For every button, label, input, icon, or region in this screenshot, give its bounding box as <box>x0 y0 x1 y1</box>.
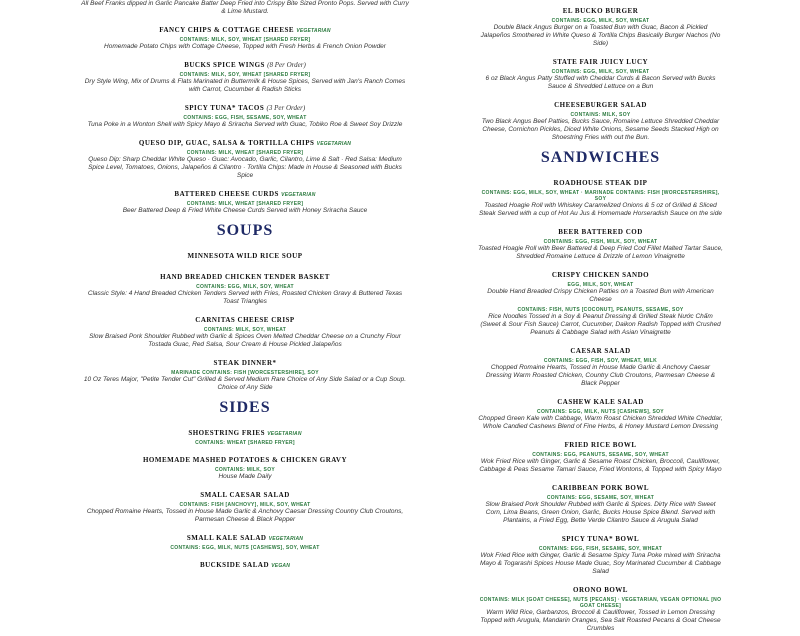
item-description: Queso Dip: Sharp Cheddar White Queso · Guac: Avocado, Garlic, Cilantro, Lime & Salt · Red Salsa: Medium Spice Level, Tomatoes, Onions, Jalapeños & Cilantro · Tortilla Chips: Made in House & Seasoned with Bucks Spice <box>88 156 402 179</box>
item-allergens: CONTAINS: MILK, WHEAT [SHARED FRYER] <box>186 201 304 207</box>
item-description: Homemade Potato Chips with Cottage Cheese, Topped with Fresh Herbs & French Onion Powder <box>104 43 386 50</box>
item-title: QUESO DIP, GUAC, SALSA & TORTILLA CHIPS <box>138 139 317 147</box>
item-title: CARNITAS CHEESE CRISP <box>195 316 295 324</box>
menu-item <box>478 477 723 525</box>
menu-item <box>478 307 723 337</box>
item-title-line <box>80 554 410 572</box>
menu-item <box>478 340 723 388</box>
menu-item <box>478 94 723 142</box>
item-description: Wok Fried Rice with Ginger, Garlic & Sesame Roast Chicken, Broccoli, Cauliflower, Cabbage & Peas Sesame Tamari Sauce, Fried Wontons, & Topped with Spicy Mayo <box>479 458 722 473</box>
item-title-line <box>80 352 410 370</box>
item-allergens: CONTAINS: FISH [ANCHOVY], MILK, SOY, WHEAT <box>179 502 311 508</box>
item-allergens: CONTAINS: EGG, FISH, SESAME, SOY, WHEAT <box>538 546 663 552</box>
item-allergens: CONTAINS: MILK, SOY <box>214 467 276 473</box>
item-allergens: MARINADE CONTAINS: FISH [WORCESTERSHIRE], SOY <box>171 370 319 376</box>
item-diet-tag: VEGETARIAN <box>268 536 304 542</box>
item-description: Double Black Angus Burger on a Toasted Bun with Guac, Bacon & Pickled Jalapeños Smothered in White Queso & Tortilla Chips Basically Burger Nachos (No Side) <box>480 24 721 47</box>
item-title-line <box>478 172 723 190</box>
left-column <box>80 0 410 575</box>
item-allergens: CONTAINS: MILK [GOAT CHEESE], NUTS [PECANS] · VEGETARIAN, VEGAN OPTIONAL [NO GOAT CHEESE] <box>479 597 722 609</box>
item-title: MINNESOTA WILD RICE SOUP <box>187 252 303 260</box>
item-description: Toasted Hoagie Roll with Whiskey Caramelized Onions & 5 oz of Grilled & Sliced Steak Served with a cup of Hot Au Jus & Homemade Horseradish Sauce on the side <box>479 202 722 217</box>
item-title: BUCKS SPICE WINGS <box>184 61 268 69</box>
item-title-line <box>478 221 723 239</box>
menu-item <box>478 221 723 261</box>
menu-item <box>478 528 723 576</box>
menu-item <box>478 51 723 91</box>
item-description: Double Hand Breaded Crispy Chicken Patties on a Toasted Bun with American Cheese <box>487 288 714 303</box>
item-allergens: CONTAINS: WHEAT [SHARED FRYER] <box>195 440 295 446</box>
menu-item <box>80 309 410 349</box>
item-title: STATE FAIR JUICY LUCY <box>552 58 649 66</box>
item-title: CASHEW KALE SALAD <box>557 398 644 406</box>
item-allergens: CONTAINS: MILK, SOY, WHEAT <box>203 327 287 333</box>
item-allergens: CONTAINS: MILK, SOY, WHEAT [SHARED FRYER] <box>179 72 311 78</box>
menu-item <box>80 352 410 392</box>
item-title-line <box>80 309 410 327</box>
item-description: House Made Daily <box>218 473 272 480</box>
item-title: FRIED RICE BOWL <box>564 441 637 449</box>
item-description: Chopped Romaine Hearts, Tossed in House Made Garlic & Anchovy Caesar Dressing Country Club Croutons, Parmesan Cheese & Black Pepper <box>86 508 404 523</box>
item-title-line <box>80 484 410 502</box>
item-title-line <box>80 449 410 467</box>
item-portion: (3 Per Order) <box>266 104 306 112</box>
item-allergens: CONTAINS: MILK, SOY <box>570 112 631 118</box>
sandwiches-heading: SANDWICHES <box>540 149 661 166</box>
item-allergens: CONTAINS: EGG, MILK, SOY, WHEAT <box>551 69 650 75</box>
item-description: Two Black Angus Beef Patties, Bucks Sauce, Romaine Lettuce Shredded Cheddar Cheese, Cornichon Pickles, Diced White Onions, Sesame Seeds Stacked High on Shoestring Fries with out the Bun. <box>481 118 720 141</box>
menu-item <box>478 434 723 474</box>
menu-item <box>80 266 410 306</box>
item-title: SPICY TUNA* TACOS <box>184 104 267 112</box>
item-title-line <box>80 132 410 150</box>
item-description: Chopped Green Kale with Cabbage, Warm Roast Chicken Shredded White Cheddar, Whole Candied Cashews Blend of Fine Herbs, & Honey Mustard Lemon Dressing <box>478 415 723 430</box>
item-title: CHEESEBURGER SALAD <box>554 101 647 109</box>
menu-item <box>80 132 410 180</box>
item-title: SMALL CAESAR SALAD <box>200 491 290 499</box>
item-portion: (8 Per Order) <box>267 61 306 69</box>
item-diet-tag: VEGETARIAN <box>281 192 316 198</box>
item-title-line <box>80 54 410 72</box>
item-description: Toasted Hoagie Roll with Beer Battered & Deep Fried Cod Fillet Malted Tartar Sauce, Shredded Romaine Lettuce & Drizzle of Lemon Vinaigrette <box>478 245 723 260</box>
item-allergens: CONTAINS: MILK, SOY, WHEAT [SHARED FRYER] <box>179 37 311 43</box>
menu-item <box>80 484 410 524</box>
item-title: ORONO BOWL <box>573 586 628 594</box>
item-title-line <box>478 340 723 358</box>
item-title-line <box>478 528 723 546</box>
item-title: SMALL KALE SALAD <box>186 534 269 542</box>
item-title: SHOESTRING FRIES <box>188 429 268 437</box>
menu-item <box>80 422 410 446</box>
item-description: All Beef Franks dipped in Garlic Pancake Batter Deep Fried into Crispy Bite Sized Pronto Pops. Served with Curry & Lime Mustard. <box>81 0 409 15</box>
item-description: Dry Style Wing, Mix of Drums & Flats Marinated in Buttermilk & House Spices, Served with Jan's Ranch Comes with Carrot, Cucumber & Radish Sticks <box>84 78 406 93</box>
item-description: 6 oz Black Angus Patty Stuffed with Cheddar Curds & Bacon Served with Bucks Sauce & Shredded Lettuce on a Bun <box>485 75 716 90</box>
item-allergens: CONTAINS: EGG, MILK, SOY, WHEAT · MARINADE CONTAINS: FISH [WORCESTERSHIRE], SOY <box>481 190 720 202</box>
item-title: STEAK DINNER* <box>213 359 277 367</box>
menu-item <box>478 391 723 431</box>
item-allergens: CONTAINS: EGG, SESAME, SOY, WHEAT <box>546 495 655 501</box>
soups-section <box>80 245 410 392</box>
item-title: CAESAR SALAD <box>570 347 631 355</box>
item-title: CRISPY CHICKEN SANDO <box>551 271 650 279</box>
item-allergens: CONTAINS: EGG, MILK, SOY, WHEAT <box>551 18 650 24</box>
menu-item <box>478 579 723 633</box>
item-allergens: CONTAINS: EGG, FISH, SOY, WHEAT, MILK <box>543 358 658 364</box>
burgers-section <box>478 0 723 142</box>
item-title-line <box>80 245 410 263</box>
item-title: ROADHOUSE STEAK DIP <box>553 179 648 187</box>
item-description: Warm Wild Rice, Garbanzos, Broccoli & Cauliflower, Tossed in Lemon Dressing Topped with Arugula, Mandarin Oranges, Sea Salt Roasted Pecans & Goat Cheese Crumbles <box>480 609 721 632</box>
item-title: BEER BATTERED COD <box>558 228 643 236</box>
item-description: Beer Battered Deep & Fried White Cheese Curds Served with Honey Sriracha Sauce <box>122 207 368 214</box>
item-description: Slow Braised Pork Shoulder Rubbed with Garlic & Spices Oven Melted Cheddar Cheese on a Crunchy Flour Tostada Guac, Red Salsa, Sour Cream & House Pickled Jalapeños <box>89 333 401 348</box>
item-description: Classic Style: 4 Hand Breaded Chicken Tenders Served with Fries, Roasted Chicken Gravy & Buttered Texas Toast Triangles <box>87 290 403 305</box>
menu-item <box>80 527 410 551</box>
item-title: HAND BREADED CHICKEN TENDER BASKET <box>160 273 330 281</box>
menu-item <box>478 172 723 218</box>
right-column <box>478 0 723 636</box>
item-title: SPICY TUNA* BOWL <box>561 535 640 543</box>
item-title-line <box>478 94 723 112</box>
item-description: Tuna Poke in a Wonton Shell with Spicy Mayo & Sriracha Served with Guac, Tobiko Roe & Sweet Soy Drizzle <box>87 121 403 128</box>
appetizers-section <box>80 0 410 215</box>
menu-item <box>80 449 410 481</box>
item-description: Wok Fried Rice with Ginger, Garlic & Sesame Spicy Tuna Poke mixed with Sriracha Mayo & Togarashi Spices House Made Guac, Soy Marinated Cucumber & Cabbage Salad <box>479 552 722 575</box>
item-allergens: CONTAINS: EGG, MILK, NUTS [CASHEWS], SOY <box>537 409 664 415</box>
item-title-line <box>478 579 723 597</box>
item-title-line <box>80 422 410 440</box>
item-title-line <box>80 19 410 37</box>
item-title: BUCKSIDE SALAD <box>199 561 272 569</box>
item-diet-tag: VEGETARIAN <box>267 431 302 437</box>
item-title: FANCY CHIPS & COTTAGE CHEESE <box>159 26 297 34</box>
item-title-line <box>80 266 410 284</box>
item-title-line <box>80 183 410 201</box>
item-title-line <box>478 477 723 495</box>
item-title-line <box>478 0 723 18</box>
sides-heading: SIDES <box>219 399 271 416</box>
item-allergens: CONTAINS: EGG, MILK, NUTS [CASHEWS], SOY, WHEAT <box>170 545 320 551</box>
item-title: CARIBBEAN PORK BOWL <box>551 484 649 492</box>
item-title-line <box>80 97 410 115</box>
item-title-line <box>478 264 723 282</box>
item-allergens: CONTAINS: EGG, MILK, SOY, WHEAT <box>196 284 294 290</box>
item-description: Rice Noodles Tossed in a Soy & Peanut Dressing & Grilled Steak Nước Chấm (Sweet & Sour Fish Sauce) Carrot, Cucumber, Daikon Radish Topped with Crushed Peanuts & Cabbage Salad with Asian Vinaigrette <box>480 313 721 336</box>
item-diet-tag: VEGETARIAN <box>316 141 352 147</box>
item-title-line <box>478 434 723 452</box>
menu-item <box>478 264 723 304</box>
item-title-line <box>478 51 723 69</box>
menu-item <box>478 0 723 48</box>
item-diet-tag: VEGAN <box>271 563 291 569</box>
sandwiches-section <box>478 172 723 633</box>
item-allergens: EGG, MILK, SOY, WHEAT <box>567 282 634 288</box>
item-allergens: CONTAINS: EGG, FISH, SESAME, SOY, WHEAT <box>183 115 307 121</box>
item-title-line <box>478 391 723 409</box>
menu-item <box>80 19 410 51</box>
item-title: HOMEMADE MASHED POTATOES & CHICKEN GRAVY <box>142 456 348 464</box>
menu-item <box>80 245 410 263</box>
item-title: BATTERED CHEESE CURDS <box>174 190 282 198</box>
menu-item <box>80 554 410 572</box>
item-description: 10 Oz Teres Major, "Petite Tender Cut" Grilled & Served Medium Rare Choice of Any Side Salad or a Cup Soup. Choice of Any Side <box>83 376 407 391</box>
item-allergens: CONTAINS: EGG, FISH, MILK, SOY, WHEAT <box>543 239 658 245</box>
sides-section <box>80 422 410 572</box>
item-title-line <box>80 527 410 545</box>
item-allergens: CONTAINS: FISH, NUTS [COCONUT], PEANUTS, SESAME, SOY <box>517 307 684 313</box>
menu-item <box>80 0 410 16</box>
item-allergens: CONTAINS: EGG, PEANUTS, SESAME, SOY, WHEAT <box>532 452 669 458</box>
item-description: Slow Braised Pork Shoulder Rubbed with Garlic & Spices. Dirty Rice with Sweet Corn, Lima Beans, Green Onion, Garlic, Bucks House Spice Blend. Served with Plantains, a Fried Egg, Bette Verde Cilantro Sauce & Arugula Salad <box>485 501 716 524</box>
item-allergens: CONTAINS: MILK, WHEAT [SHARED FRYER] <box>186 150 304 156</box>
item-diet-tag: VEGETARIAN <box>296 28 331 34</box>
item-description: Chopped Romaine Hearts, Tossed in House Made Garlic & Anchovy Caesar Dressing Warm Roasted Chicken, Country Club Croutons, Parmesan Cheese & Black Pepper <box>485 364 716 387</box>
menu-item <box>80 183 410 215</box>
menu-item <box>80 54 410 94</box>
item-title: EL BUCKO BURGER <box>562 7 639 15</box>
menu-item <box>80 97 410 129</box>
soups-heading: SOUPS <box>216 222 274 239</box>
